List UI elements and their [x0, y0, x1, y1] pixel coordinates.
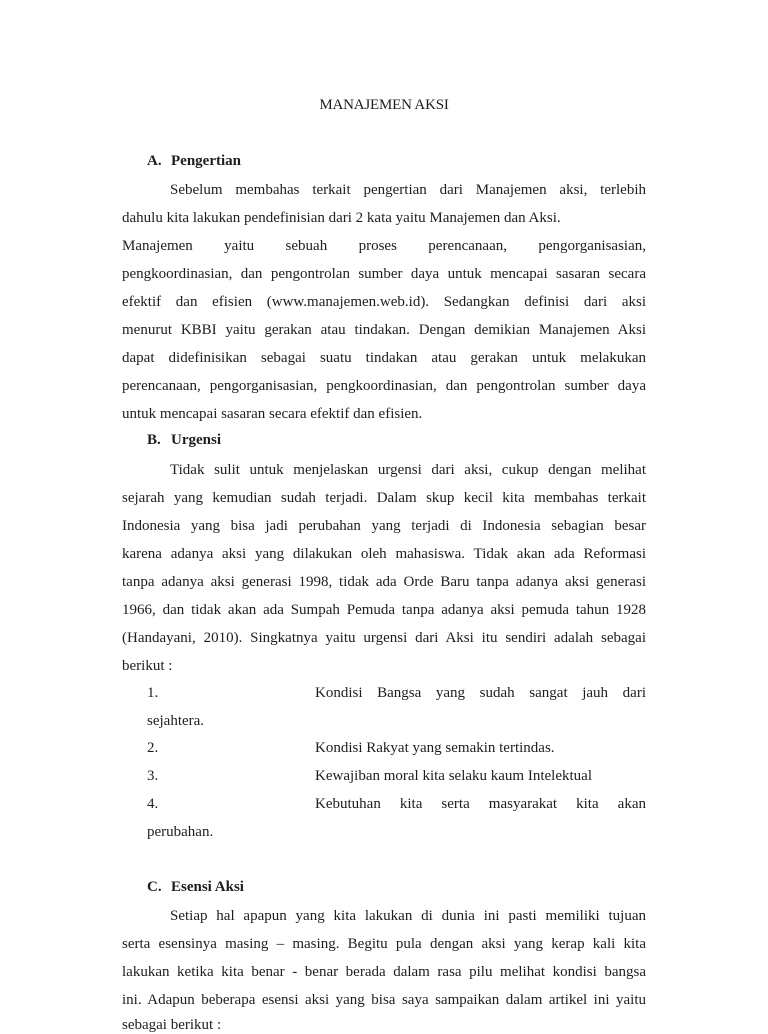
paragraph-line: (Handayani, 2010). Singkatnya yaitu urgensi dari Aksi itu sendiri adalah sebagai	[122, 630, 646, 646]
paragraph-line: 1966, dan tidak akan ada Sumpah Pemuda tanpa adanya aksi pemuda tahun 1928	[122, 602, 646, 618]
paragraph-line: pengkoordinasian, dan pengontrolan sumber daya untuk mencapai sasaran secara	[122, 266, 646, 282]
paragraph-line: berikut :	[122, 658, 173, 674]
section-a-title: Pengertian	[171, 153, 241, 169]
list-item-number: 1.	[147, 685, 159, 701]
section-a-letter: A.	[147, 153, 162, 169]
section-b-heading	[147, 432, 221, 449]
document-title: MANAJEMEN AKSI	[319, 97, 449, 113]
section-a-heading	[147, 153, 241, 170]
paragraph-line: Sebelum membahas terkait pengertian dari Manajemen aksi, terlebih	[170, 182, 646, 198]
paragraph-line: Manajemen yaitu sebuah proses perencanaan, pengorganisasian,	[122, 238, 646, 254]
section-c-letter: C.	[147, 879, 162, 895]
paragraph-line: Setiap hal apapun yang kita lakukan di dunia ini pasti memiliki tujuan	[170, 908, 646, 924]
paragraph-line: untuk mencapai sasaran secara efektif dan efisien.	[122, 406, 423, 422]
list-item-number: 4.	[147, 796, 159, 812]
paragraph-line: Indonesia yang bisa jadi perubahan yang terjadi di Indonesia sebagian besar	[122, 518, 646, 534]
paragraph-line: lakukan ketika kita benar - benar berada dalam rasa pilu melihat kondisi bangsa	[122, 964, 646, 980]
section-c-title: Esensi Aksi	[171, 879, 244, 895]
list-item-text: Kewajiban moral kita selaku kaum Intelektual	[315, 768, 592, 784]
paragraph-line: efektif dan efisien (www.manajemen.web.id). Sedangkan definisi dari aksi	[122, 294, 646, 310]
paragraph-line: sejarah yang kemudian sudah terjadi. Dalam skup kecil kita membahas terkait	[122, 490, 646, 506]
list-item-text: Kondisi Bangsa yang sudah sangat jauh dari	[315, 685, 646, 701]
section-b-letter: B.	[147, 432, 161, 448]
list-item-number: 3.	[147, 768, 159, 784]
paragraph-line: dapat didefinisikan sebagai suatu tindakan atau gerakan untuk melakukan	[122, 350, 646, 366]
list-item-number: 2.	[147, 740, 159, 756]
paragraph-line: sebagai berikut :	[122, 1017, 222, 1033]
list-item-text: Kondisi Rakyat yang semakin tertindas.	[315, 740, 555, 756]
list-item-continuation: perubahan.	[147, 824, 214, 840]
paragraph-line: perencanaan, pengorganisasian, pengkoordinasian, dan pengontrolan sumber daya	[122, 378, 646, 394]
section-b-title: Urgensi	[171, 432, 221, 448]
paragraph-line: karena adanya aksi yang dilakukan oleh mahasiswa. Tidak akan ada Reformasi	[122, 546, 646, 562]
paragraph-line: serta esensinya masing – masing. Begitu pula dengan aksi yang kerap kali kita	[122, 936, 646, 952]
paragraph-line: ini. Adapun beberapa esensi aksi yang bisa saya sampaikan dalam artikel ini yaitu	[122, 992, 646, 1008]
paragraph-line: menurut KBBI yaitu gerakan atau tindakan. Dengan demikian Manajemen Aksi	[122, 322, 646, 338]
section-c-heading	[147, 879, 244, 896]
paragraph-line: tanpa adanya aksi generasi 1998, tidak ada Orde Baru tanpa adanya aksi generasi	[122, 574, 646, 590]
list-item-text: Kebutuhan kita serta masyarakat kita akan	[315, 796, 646, 812]
list-item-continuation: sejahtera.	[147, 713, 205, 729]
paragraph-line: dahulu kita lakukan pendefinisian dari 2 kata yaitu Manajemen dan Aksi.	[122, 210, 561, 226]
paragraph-line: Tidak sulit untuk menjelaskan urgensi dari aksi, cukup dengan melihat	[170, 462, 646, 478]
